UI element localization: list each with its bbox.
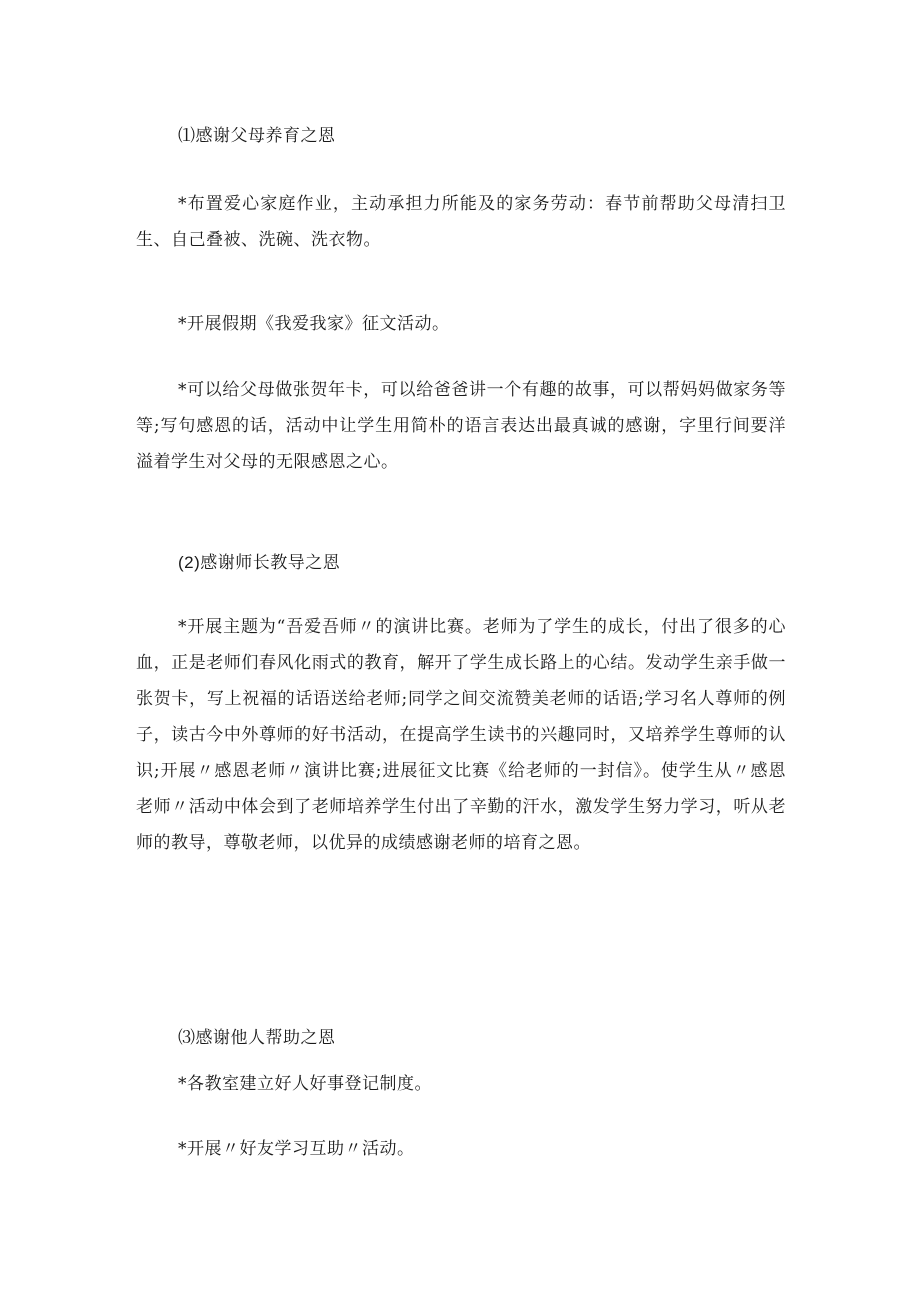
section-3-paragraph-1: *各教室建立好人好事登记制度。 xyxy=(178,1074,432,1094)
section-2-heading xyxy=(178,545,340,581)
section-1-paragraph-1: *布置爱心家庭作业，主动承担力所能及的家务劳动：春节前帮助父母清扫卫生、自己叠被、洗碗、洗衣物。 xyxy=(136,194,786,250)
section-1-heading: ⑴感谢父母养育之恩 xyxy=(178,126,336,146)
section-3-heading: ⑶感谢他人帮助之恩 xyxy=(178,1028,336,1048)
section-2-heading-text: 感谢师长教导之恩 xyxy=(200,553,341,573)
section-2-paragraph-1: *开展主题为“吾爱吾师〃的演讲比赛。老师为了学生的成长，付出了很多的心血，正是老师们春风化雨式的教育，解开了学生成长路上的心结。发动学生亲手做一张贺卡，写上祝福的话语送给老师;同学之间交流赞美老师的话语;学习名人尊师的例子，读古今中外尊师的好书活动，在提高学生读书的兴趣同时，又培养学生尊师的认识;开展〃感恩老师〃演讲比赛;进展征文比赛《给老师的一封信》。使学生从〃感恩老师〃活动中体会到了老师培养学生付出了辛勤的汗水，激发学生努力学习，听从老师的教导，尊敬老师，以优异的成绩感谢老师的培育之恩。 xyxy=(136,617,786,853)
section-3-paragraph-2: *开展〃好友学习互助〃活动。 xyxy=(178,1139,415,1159)
section-1-paragraph-2: *开展假期《我爱我家》征文活动。 xyxy=(178,314,450,334)
section-2-heading-number: (2) xyxy=(178,553,201,572)
section-1-paragraph-3: *可以给父母做张贺年卡，可以给爸爸讲一个有趣的故事，可以帮妈妈做家务等等;写句感恩的话，活动中让学生用简朴的语言表达出最真诚的感谢，字里行间要洋溢着学生对父母的无限感恩之心。 xyxy=(136,380,786,472)
